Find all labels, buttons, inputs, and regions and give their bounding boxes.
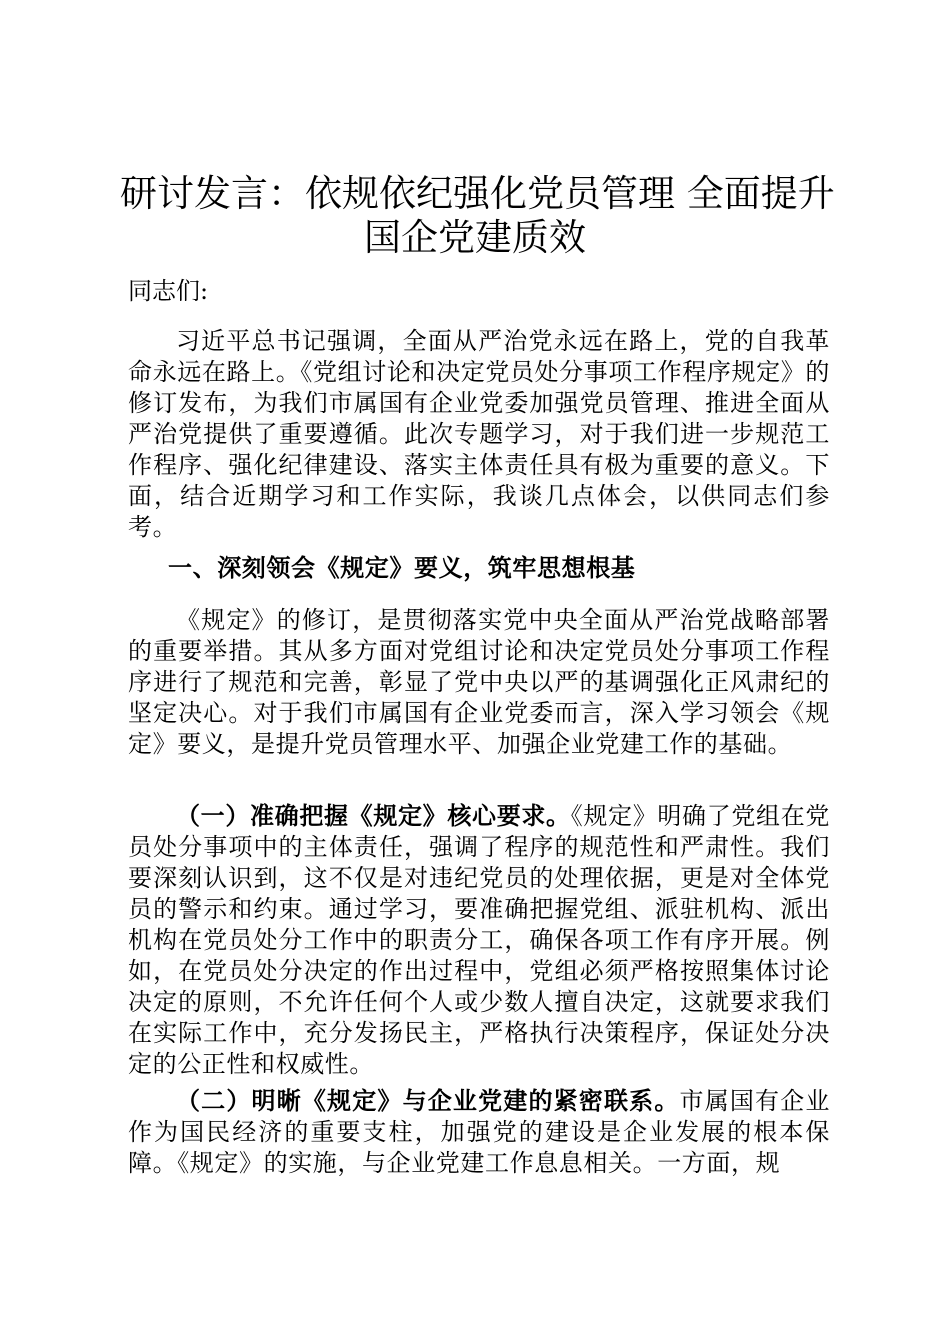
section1-heading: 一、深刻领会《规定》要义，筑牢思想根基 [168, 553, 636, 582]
intro-paragraph: 习近平总书记强调，全面从严治党永远在路上，党的自我革命永远在路上。《党组讨论和决定党员处分事项工作程序规定》的修订发布，为我们市属国有企业党委加强党员管理、推进全面从严治党提供了重要遵循。此次专题学习，对于我们进一步规范工作程序、强化纪律建设、落实主体责任具有极为重要的意义。下面，结合近期学习和工作实际，我谈几点体会，以供同志们参考。 [128, 327, 830, 541]
salutation: 同志们: [128, 277, 209, 305]
section1-paragraph: 《规定》的修订，是贯彻落实党中央全面从严治党战略部署的重要举措。其从多方面对党组讨论和决定党员处分事项工作程序进行了规范和完善，彰显了党中央以严的基调强化正风肃纪的坚定决心。对于我们市属国有企业党委而言，深入学习领会《规定》要义，是提升党员管理水平、加强企业党建工作的基础。 [128, 606, 830, 758]
subsection1-text: 《规定》明确了党组在党员处分事项中的主体责任，强调了程序的规范性和严肃性。我们要深刻认识到，这不仅是对违纪党员的处理依据，更是对全体党员的警示和约束。通过学习，要准确把握党组、派驻机构、派出机构在党员处分工作中的职责分工，确保各项工作有序开展。例如，在党员处分决定的作出过程中，党组必须严格按照集体讨论决定的原则，不允许任何个人或少数人擅自决定，这就要求我们在实际工作中，充分发扬民主，严格执行决策程序，保证处分决定的公正性和权威性。 [128, 802, 830, 1078]
document-title-line1: 研讨发言：依规依纪强化党员管理 全面提升 [120, 172, 835, 215]
subsection2-paragraph [128, 1085, 830, 1179]
subsection2-text: 市属国有企业作为国民经济的重要支柱，加强党的建设是企业发展的根本保障。《规定》的实施，与企业党建工作息息相关。一方面，规 [128, 1087, 830, 1177]
document-title-line2: 国企党建质效 [364, 216, 586, 259]
subsection1-lead: （一）准确把握《规定》核心要求。 [176, 801, 571, 830]
subsection1-paragraph [128, 800, 830, 1080]
subsection2-lead: （二）明晰《规定》与企业党建的紧密联系。 [176, 1086, 680, 1115]
